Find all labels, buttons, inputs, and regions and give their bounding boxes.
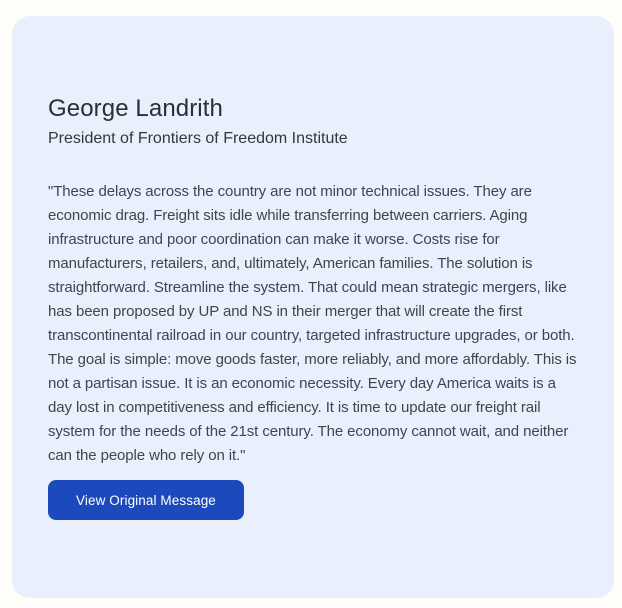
view-original-message-button[interactable]: View Original Message: [48, 480, 244, 520]
person-title: President of Frontiers of Freedom Institute: [48, 130, 348, 147]
testimonial-card: [12, 16, 614, 598]
quote-text: "These delays across the country are not minor technical issues. They are economic drag. Freight sits idle while transferring between carriers. Aging infrastructure and poor coordination can make it worse. Costs rise for manufacturers, retailers, and, ultimately, American families. The solution is straightforward. Streamline the system. That could mean strategic mergers, like has been proposed by UP and NS in their merger that will create the first transcontinental railroad in our country, targeted infrastructure upgrades, or both. The goal is simple: move goods faster, more reliably, and more affordably. This is not a partisan issue. It is an economic necessity. Every day America waits is a day lost in competitiveness and efficiency. It is time to update our freight rail system for the needs of the 21st century. The economy cannot wait, and neither can the people who rely on it.": [48, 183, 577, 464]
person-name: George Landrith: [48, 95, 223, 122]
